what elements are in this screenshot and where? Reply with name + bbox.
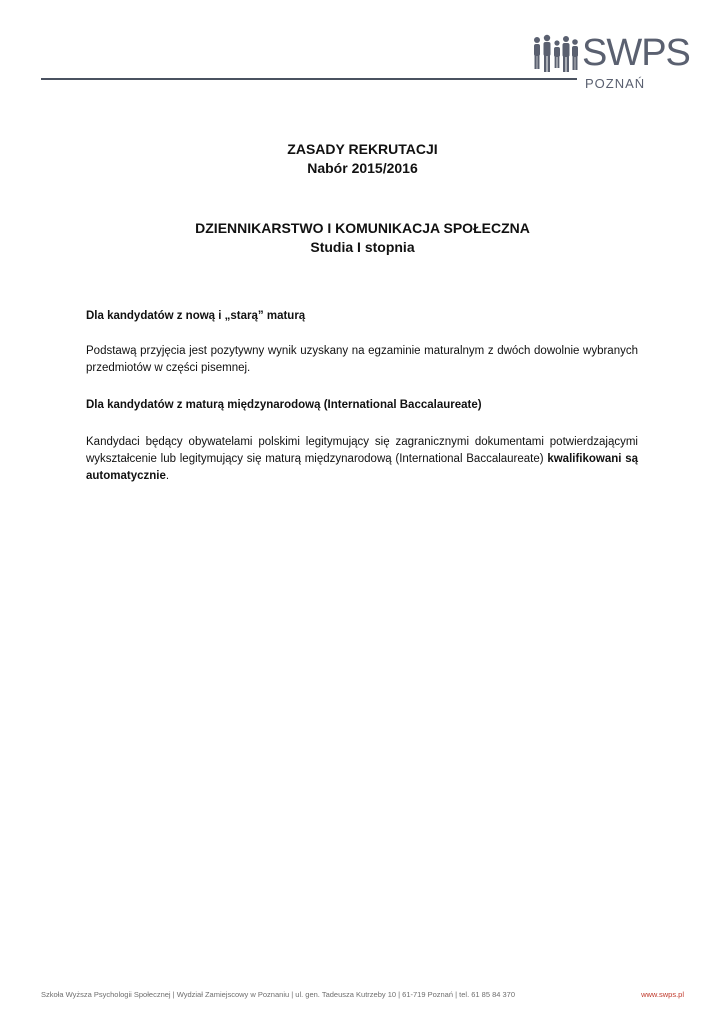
program-title: [0, 219, 725, 257]
section-heading-ib-matura: Dla kandydatów z maturą międzynarodową (International Baccalaureate): [86, 399, 482, 411]
page-footer: [41, 988, 684, 1004]
logo-brand-text: SWPS: [582, 32, 690, 74]
program-level: Studia I stopnia: [310, 239, 415, 255]
swps-logo: [532, 34, 692, 94]
document-title: [0, 140, 725, 178]
ib-body-emphasis: kwalifikowani są automatycznie: [86, 453, 639, 482]
people-silhouettes-icon: [532, 34, 580, 74]
footer-website-link[interactable]: www.swps.pl: [641, 990, 684, 999]
section-heading-standard-matura: Dla kandydatów z nową i „starą” maturą: [86, 310, 306, 322]
ib-body-suffix: .: [165, 470, 170, 482]
section-body-standard-matura: Podstawą przyjęcia jest pozytywny wynik uzyskany na egzaminie maturalnym z dwóch dowolnie wybranych przedmiotów w części pisemnej.: [86, 345, 638, 374]
footer-address: Szkoła Wyższa Psychologii Społecznej | Wydział Zamiejscowy w Poznaniu | ul. gen. Tadeusza Kutrzeby 10 | 61-719 Poznań | tel. 61 85 84 370: [41, 990, 516, 999]
title-line-1: ZASADY REKRUTACJI: [287, 141, 438, 157]
header-rule: [41, 78, 577, 80]
document-body: [86, 308, 638, 485]
section-body-ib-matura: [86, 434, 638, 485]
title-line-2: Nabór 2015/2016: [307, 160, 418, 176]
logo-city-text: POZNAŃ: [585, 76, 646, 91]
ib-body-text: Kandydaci będący obywatelami polskimi legitymujący się zagranicznymi dokumentami potwierdzającymi wykształcenie lub legitymujący się maturą międzynarodową (International Baccalaureate): [86, 436, 638, 465]
program-name: DZIENNIKARSTWO I KOMUNIKACJA SPOŁECZNA: [195, 220, 530, 236]
